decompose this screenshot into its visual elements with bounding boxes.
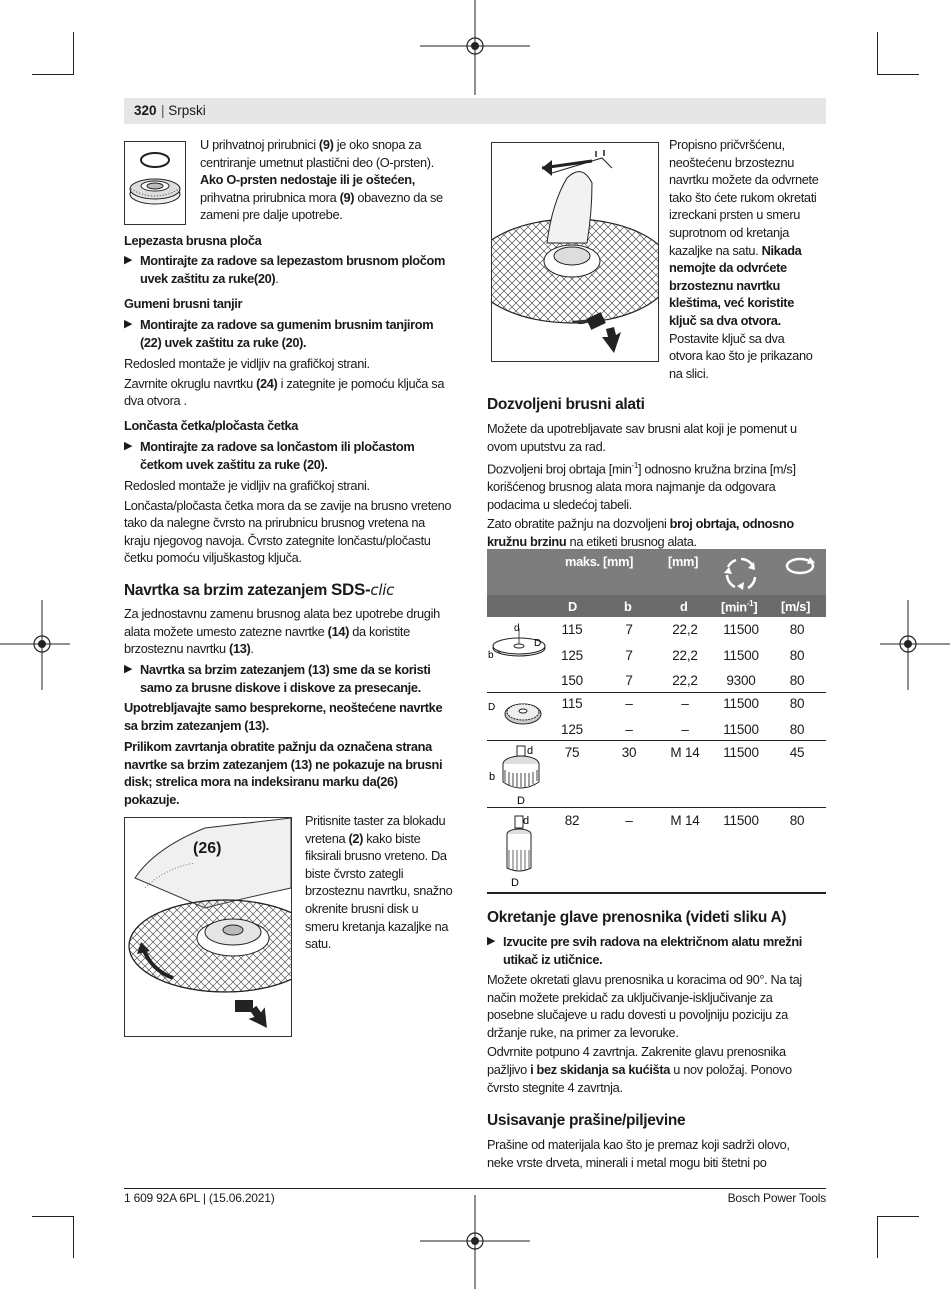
registration-mark-icon bbox=[420, 0, 530, 95]
section-heading-usisavanje: Usisavanje prašine/piljevine bbox=[487, 1112, 686, 1129]
figure-callout-26: (26) bbox=[193, 840, 222, 857]
page-header: 320 | Srpski bbox=[124, 98, 826, 124]
tightening-figure-caption: Pritisnite taster za blokadu vretena (2) kako biste fiksirali brusno vreteno. Da biste čvrsto zategli brzosteznu navrtku, snažno okrenite brusni disk u smeru kretanja kazaljke na satu. bbox=[305, 813, 453, 952]
header-D: D bbox=[568, 599, 577, 614]
gumeni-paragraph: Redosled montaže je vidljiv na grafičkoj strani. Zavrnite okruglu navrtku (24) i zategnite je pomoću ključa sa dva otvora . bbox=[124, 356, 445, 409]
peripheral-speed-icon bbox=[783, 555, 817, 577]
dim-label-D: D bbox=[488, 702, 496, 713]
tools-table-body: 115 7 22,2 11500 80 125 7 22,2 11500 80 150 7 22,2 9300 80 115 – – 11500 80 125 – – 11500 80 75 30 M 14 11500 45 82 – M 14 11500 80 bbox=[487, 617, 826, 895]
footer-left: 1 609 92A 6PL | (15.06.2021) bbox=[124, 1191, 275, 1205]
dim-label-d: d bbox=[514, 623, 520, 634]
grinder-loosen-hand-icon bbox=[492, 143, 658, 361]
header-mm: [mm] bbox=[668, 554, 699, 569]
loosening-figure-caption: Propisno pričvršćenu, neoštećenu brzosteznu navrtku možete da odvrnete tako što ćete rukom okretati izreckani prsten u smeru suprotnom od kretanja kazaljke na satu. Nikada nemojte da odvrćete brzosteznu navrtku kleštima, već koristite ključ sa dva otvora. Postavite ključ sa dva otvora kao što je prikazano na slici. bbox=[669, 137, 819, 381]
dim-label-D: D bbox=[517, 795, 525, 807]
bullet-lepezasta: ▶ Montirajte za radove sa lepezastom brusnom pločom uvek zaštitu za ruke(20). bbox=[124, 253, 445, 286]
footer-rule bbox=[124, 1188, 826, 1189]
registration-mark-icon bbox=[420, 1195, 530, 1289]
section-heading-lepezasta: Lepezasta brusna ploča bbox=[124, 233, 262, 248]
bullet-okretanje: ▶ Izvucite pre svih radova na električnom alatu mrežni utikač iz utičnice. bbox=[487, 934, 802, 967]
footer-right: Bosch Power Tools bbox=[727, 1191, 826, 1205]
dozvoljeni-paragraph: Možete da upotrebljavate sav brusni alat koji je pomenut u ovom uputstvu za rad. Dozvoljeni broj obrtaja $[\min^{-1}]$ odnosno kružna brzina [m/s] korišćenog brusnog alata mora najmanje da odgovara podacima u sledećoj tabeli. Zato obratite pažnju na dozvoljeni broj obrtaja, odnosno kružnu brzinu na etiketi brusnog alata. bbox=[487, 421, 797, 549]
dim-label-D: D bbox=[511, 877, 519, 889]
okretanje-paragraph: Možete okretati glavu prenosnika u koracima od 90°. Na taj način možete prekidač za uključivanje-isključivanje za posebne slučajeve u radu dovesti u povoljniju poziciju za držanje ruke, na primer za levoruke. Odvrnite potpuno 4 zavrtnja. Zakrenite glavu prenosnika pažljivo i bez skidanja sa kućišta u nov položaj. Ponovo čvrsto stegnite 4 zavrtnja. bbox=[487, 972, 802, 1095]
dim-label-d: d bbox=[523, 815, 530, 827]
page-language: Srpski bbox=[168, 103, 206, 118]
bullet-sds: ▶ Navrtka sa brzim zatezanjem (13) sme da se koristi samo za brusne diskove i diskove za presecanje. bbox=[124, 662, 431, 695]
bullet-arrow-icon: ▶ bbox=[124, 440, 133, 452]
crop-mark bbox=[877, 1216, 878, 1258]
crop-mark bbox=[877, 1216, 919, 1217]
registration-mark-icon bbox=[880, 600, 950, 690]
header-min: $[\min^{-1}]$ bbox=[721, 599, 758, 615]
section-heading-dozvoljeni: Dozvoljeni brusni alati bbox=[487, 396, 645, 413]
bullet-loncasta: ▶ Montirajte za radove sa lončastom ili pločastom četkom uvek zaštitu za ruke (20). bbox=[124, 439, 415, 472]
page-number: 320 bbox=[134, 103, 157, 118]
bullet-arrow-icon: ▶ bbox=[487, 935, 496, 947]
dim-label-d: d bbox=[527, 745, 534, 757]
intro-paragraph: U prihvatnoj prirubnici (9) je oko snopa za centriranje umetnut plastični deo (O-prsten). Ako O-prsten nedostaje ili je oštećen, prihvatna prirubnica mora (9) obavezno da se zameni pre dalje upotrebe. bbox=[200, 137, 443, 223]
crop-mark bbox=[73, 1216, 74, 1258]
header-b: b bbox=[624, 599, 632, 614]
section-heading-okretanje: Okretanje glave prenosnika (videti sliku A) bbox=[487, 909, 787, 926]
crop-mark bbox=[32, 1216, 74, 1217]
crop-mark bbox=[877, 32, 878, 74]
section-heading-gumeni: Gumeni brusni tanjir bbox=[124, 296, 243, 311]
sds-clic-logo: SDS-clic bbox=[330, 580, 395, 599]
bullet-gumeni: ▶ Montirajte za radove sa gumenim brusnim tanjirom (22) uvek zaštitu za ruke (20). bbox=[124, 317, 434, 350]
section-heading-sds: Navrtka sa brzim zatezanjem SDS-clic bbox=[124, 580, 395, 599]
dim-label-b: b bbox=[489, 771, 496, 783]
crop-mark bbox=[73, 32, 74, 74]
usisavanje-paragraph: Prašine od materijala kao što je premaz koji sadrži olovo, neke vrste drveta, minerali i metal mogu biti štetni po bbox=[487, 1137, 790, 1170]
dim-label-D: D bbox=[534, 638, 542, 649]
tightening-figure bbox=[124, 817, 292, 1037]
section-heading-loncasta: Lončasta četka/pločasta četka bbox=[124, 418, 299, 433]
crop-mark bbox=[32, 74, 74, 75]
bullet-arrow-icon: ▶ bbox=[124, 663, 133, 675]
o-ring-flange-icon bbox=[125, 142, 185, 224]
registration-mark-icon bbox=[0, 600, 70, 690]
bullet-arrow-icon: ▶ bbox=[124, 254, 133, 266]
bullet-arrow-icon: ▶ bbox=[124, 318, 133, 330]
header-ms: [m/s] bbox=[781, 599, 811, 614]
header-maks: maks. [mm] bbox=[565, 554, 634, 569]
o-ring-figure bbox=[124, 141, 186, 225]
loosening-figure bbox=[491, 142, 659, 362]
sds-warning-1: Upotrebljavajte samo besprekorne, neoštećene navrtke sa brzim zatezanjem (13). bbox=[124, 700, 443, 733]
header-d: d bbox=[680, 599, 688, 614]
dim-label-b: b bbox=[488, 650, 494, 661]
tools-table-header bbox=[487, 549, 826, 617]
sds-warning-2: Prilikom zavrtanja obratite pažnju da označena strana navrtke sa brzim zatezanjem (13) ne pokazuje na brusni disk; strelica mora na indeksiranu marku da(26) pokazuje. bbox=[124, 739, 443, 807]
loncasta-paragraph: Redosled montaže je vidljiv na grafičkoj strani. Lončasta/pločasta četka mora da se zavije na brusno vreteno tako da nalegne čvrsto na prirubnicu brusnog vretena na kraju njegovog navoja. Čvrsto zategnite lončastu/pločastu četku pomoću viljuškastog ključa. bbox=[124, 478, 452, 566]
sds-paragraph: Za jednostavnu zamenu brusnog alata bez upotrebe drugih alata možete umesto zatezne navrtke (14) da koristite brzosteznu navrtku (13). bbox=[124, 606, 440, 657]
rotation-speed-icon bbox=[721, 553, 761, 593]
crop-mark bbox=[877, 74, 919, 75]
